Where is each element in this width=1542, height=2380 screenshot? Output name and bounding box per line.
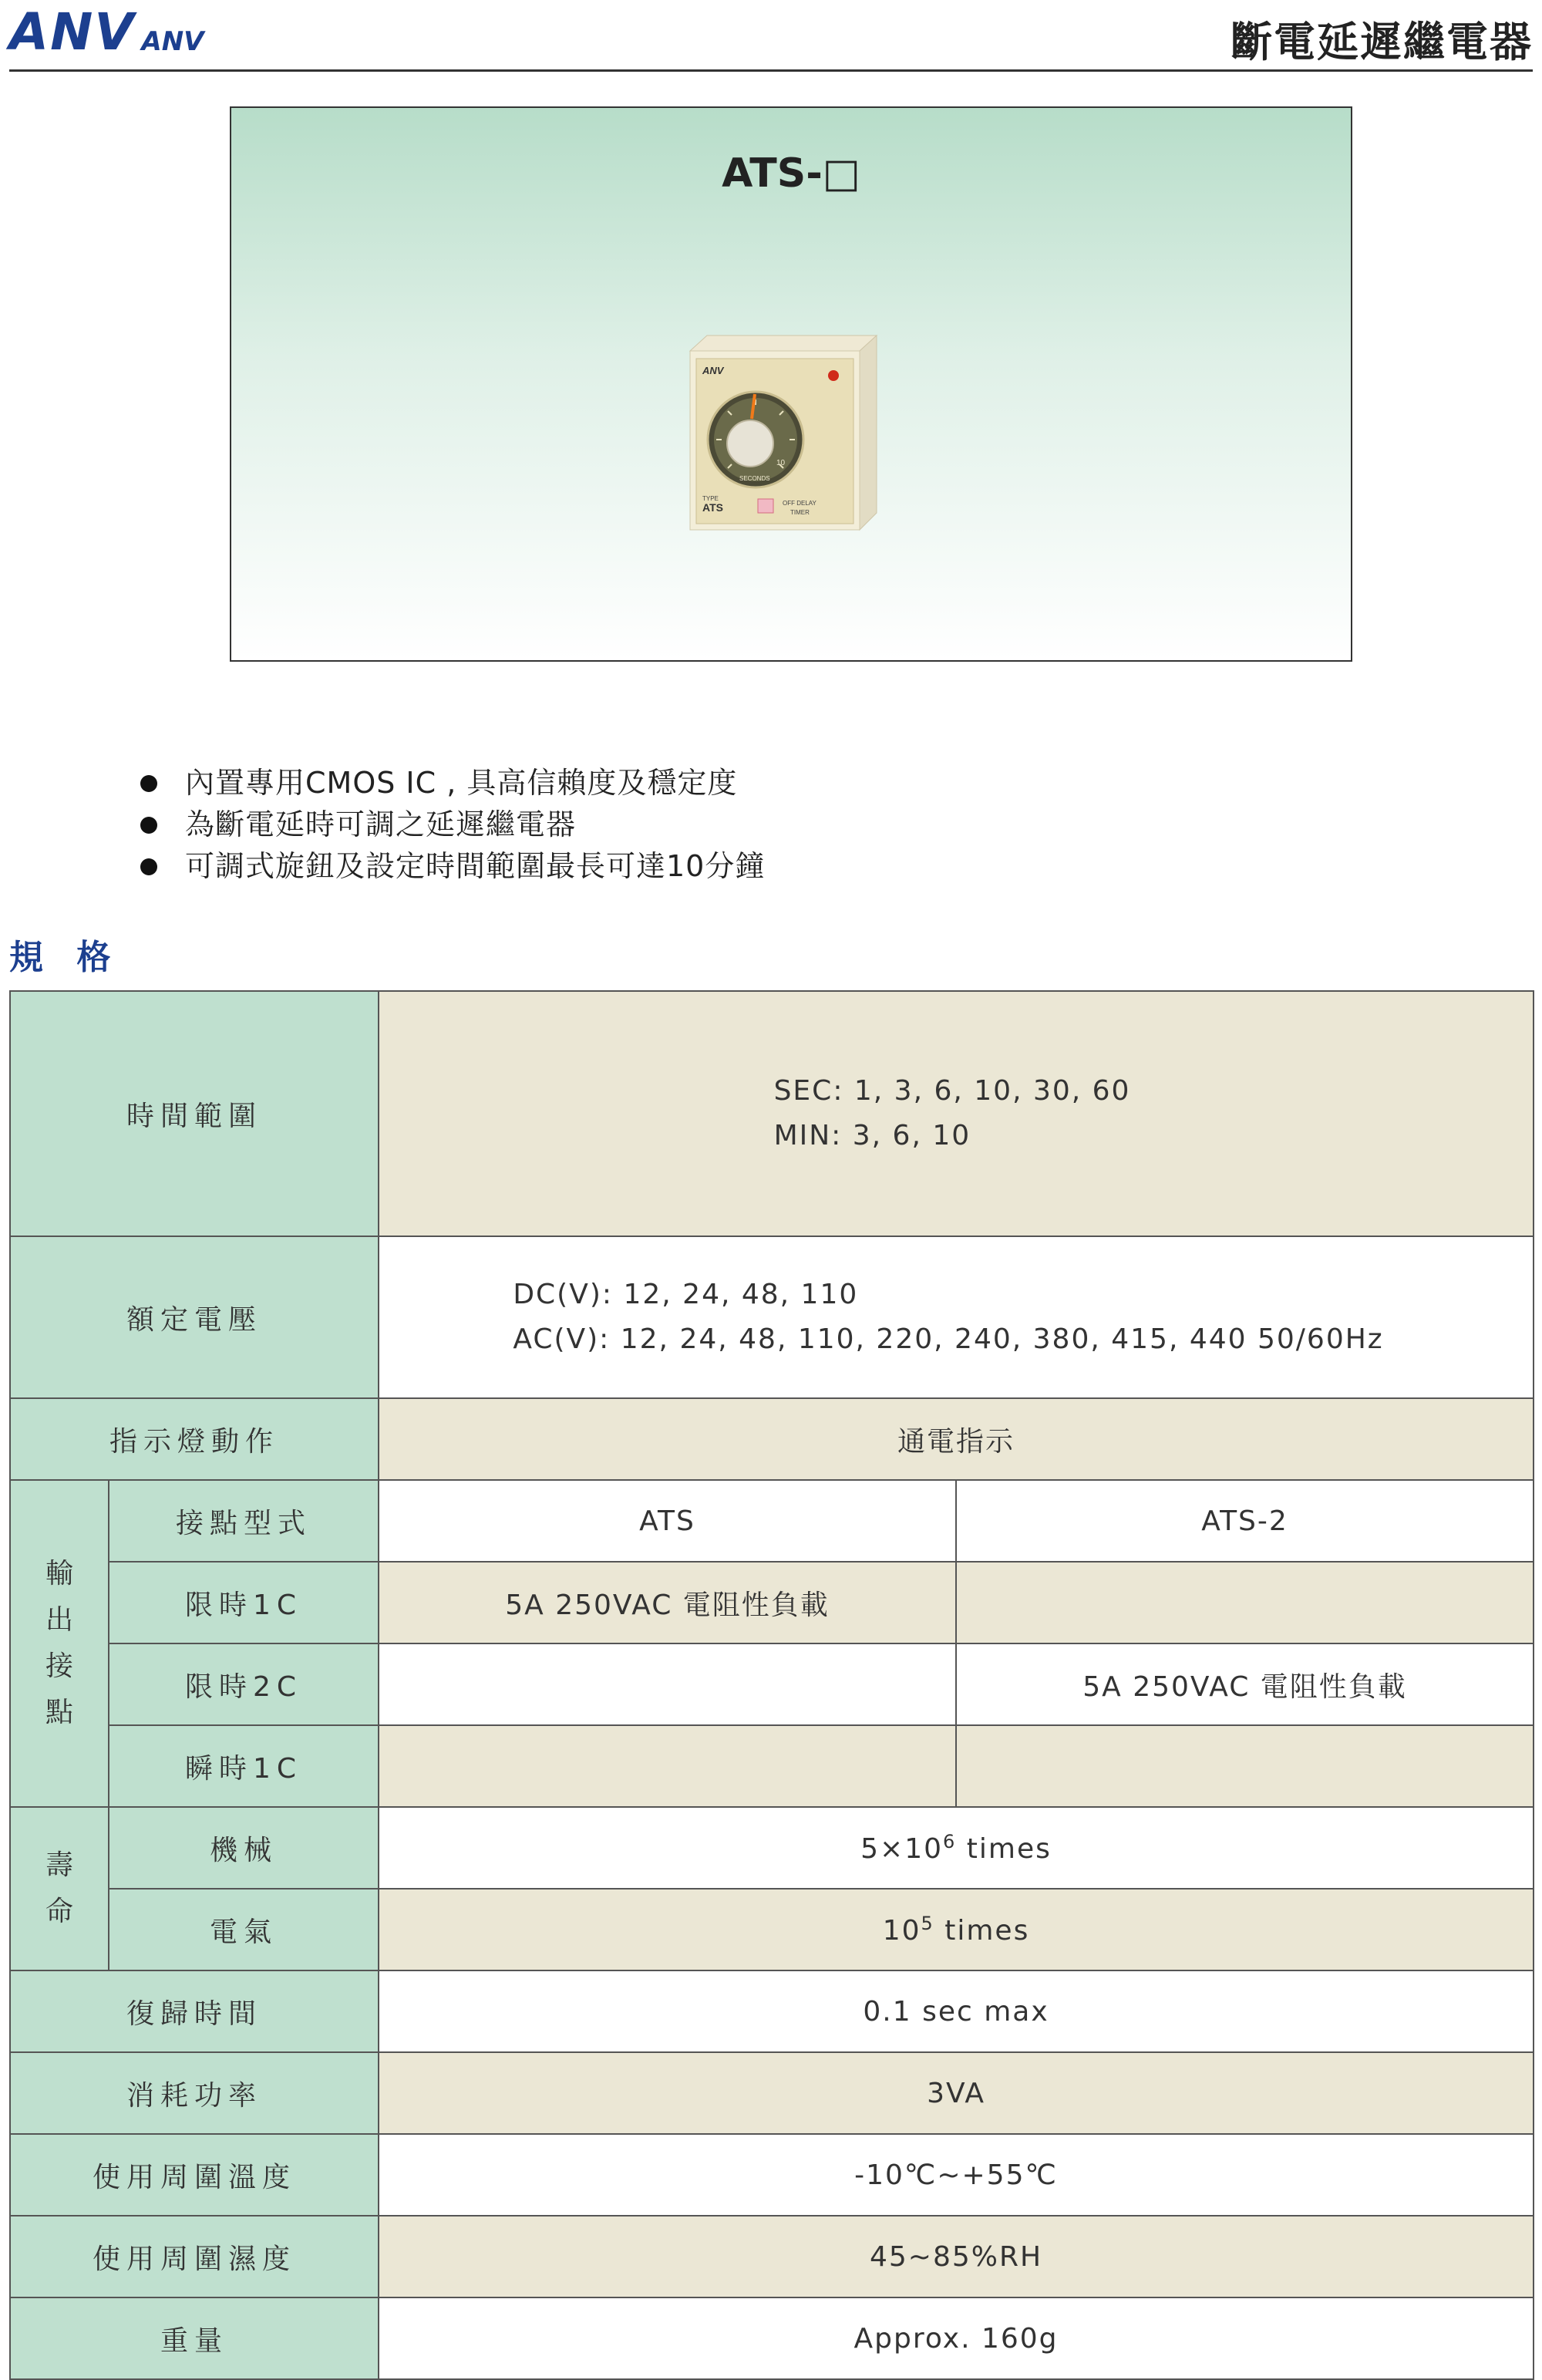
indicator-label: 指示燈動作 [10, 1398, 379, 1480]
feature-item [131, 762, 765, 804]
elec-base: 10 [882, 1915, 921, 1947]
mechanical-life-value [379, 1807, 1534, 1889]
ambient-temp-value: -10℃~+55℃ [379, 2134, 1534, 2216]
dial-knob[interactable] [727, 420, 773, 467]
certification-mark [758, 499, 773, 513]
time-range-min: MIN: 3, 6, 10 [773, 1120, 971, 1151]
table-row [10, 1970, 1534, 2052]
table-row [10, 991, 1534, 1236]
table-row [10, 1480, 1534, 1562]
contact-type-label: 接點型式 [109, 1480, 379, 1562]
group-char: 出 [45, 1604, 73, 1636]
dial-max-label: 10 [776, 459, 786, 467]
limit-2c-label: 限時2C [109, 1643, 379, 1725]
mechanical-life-label: 機械 [109, 1807, 379, 1889]
contact-type-ats: ATS [379, 1480, 956, 1562]
power-led-icon [828, 370, 839, 381]
relay-product-image [675, 328, 883, 536]
bullet-icon [140, 775, 157, 792]
table-row [10, 2052, 1534, 2134]
feature-text: 可調式旋鈕及設定時間範圍最長可達10分鐘 [185, 849, 766, 883]
spec-heading: 規 格 [9, 938, 122, 977]
brand-logo [9, 2, 204, 62]
voltage-dc: DC(V): 12, 24, 48, 110 [513, 1279, 859, 1310]
limit-2c-ats [379, 1643, 956, 1725]
feature-list [131, 762, 765, 887]
limit-2c-ats2: 5A 250VAC 電阻性負載 [956, 1643, 1534, 1725]
group-char: 命 [45, 1896, 73, 1927]
group-char: 輸 [45, 1558, 73, 1589]
ambient-humidity-value: 45~85%RH [379, 2216, 1534, 2297]
contact-type-ats2: ATS-2 [956, 1480, 1534, 1562]
bullet-icon [140, 817, 157, 834]
feature-item [131, 804, 765, 845]
page-title: 斷電延遲繼電器 [1231, 18, 1533, 66]
table-row [10, 1725, 1534, 1807]
time-range-value [379, 991, 1534, 1236]
relay-timer-line2: TIMER [790, 509, 810, 516]
life-group-label [10, 1807, 109, 1970]
relay-type-value: ATS [702, 501, 723, 514]
logo-main-text: ANV [9, 2, 136, 62]
table-row [10, 1562, 1534, 1643]
reset-time-label: 復歸時間 [10, 1970, 379, 2052]
table-row [10, 2216, 1534, 2297]
reset-time-value: 0.1 sec max [379, 1970, 1534, 2052]
bullet-icon [140, 858, 157, 875]
voltage-label: 額定電壓 [10, 1236, 379, 1398]
group-char: 壽 [45, 1849, 73, 1881]
instant-1c-label: 瞬時1C [109, 1725, 379, 1807]
elec-exponent: 5 [921, 1913, 934, 1934]
time-range-sec: SEC: 1, 3, 6, 10, 30, 60 [773, 1075, 1131, 1107]
electrical-life-value [379, 1889, 1534, 1970]
group-char: 點 [45, 1697, 73, 1728]
ambient-temp-label: 使用周圍溫度 [10, 2134, 379, 2216]
product-image-panel [230, 106, 1352, 662]
table-row [10, 2297, 1534, 2379]
relay-brand-label: ANV [702, 365, 724, 376]
mech-exponent: 6 [943, 1831, 957, 1852]
table-row [10, 1807, 1534, 1889]
output-contact-group-label [10, 1480, 109, 1807]
weight-label: 重量 [10, 2297, 379, 2379]
voltage-value [379, 1236, 1534, 1398]
elec-unit: times [934, 1915, 1030, 1947]
table-row [10, 1643, 1534, 1725]
header-divider [9, 69, 1533, 72]
group-char: 接 [45, 1650, 73, 1682]
spec-table [9, 990, 1534, 2380]
limit-1c-ats: 5A 250VAC 電阻性負載 [379, 1562, 956, 1643]
table-row [10, 1889, 1534, 1970]
table-row [10, 1236, 1534, 1398]
logo-small-text: ANV [141, 26, 204, 57]
mech-unit: times [956, 1833, 1052, 1865]
dial-unit-label: SECONDS [739, 475, 770, 482]
feature-text: 為斷電延時可調之延遲繼電器 [185, 807, 577, 841]
power-consumption-label: 消耗功率 [10, 2052, 379, 2134]
model-name: ATS-□ [722, 150, 860, 197]
instant-1c-ats2 [956, 1725, 1534, 1807]
indicator-value: 通電指示 [379, 1398, 1534, 1480]
table-row [10, 2134, 1534, 2216]
instant-1c-ats [379, 1725, 956, 1807]
relay-type-label: TYPE [702, 495, 719, 502]
time-range-label: 時間範圍 [10, 991, 379, 1236]
ambient-humidity-label: 使用周圍濕度 [10, 2216, 379, 2297]
voltage-ac: AC(V): 12, 24, 48, 110, 220, 240, 380, 415, 440 50/60Hz [513, 1323, 1384, 1355]
power-consumption-value: 3VA [379, 2052, 1534, 2134]
relay-timer-line1: OFF DELAY [783, 500, 816, 507]
electrical-life-label: 電氣 [109, 1889, 379, 1970]
mech-base: 5×10 [860, 1833, 944, 1865]
limit-1c-label: 限時1C [109, 1562, 379, 1643]
limit-1c-ats2 [956, 1562, 1534, 1643]
feature-item [131, 845, 765, 887]
weight-value: Approx. 160g [379, 2297, 1534, 2379]
feature-text: 內置專用CMOS IC , 具高信賴度及穩定度 [185, 766, 738, 800]
table-row [10, 1398, 1534, 1480]
